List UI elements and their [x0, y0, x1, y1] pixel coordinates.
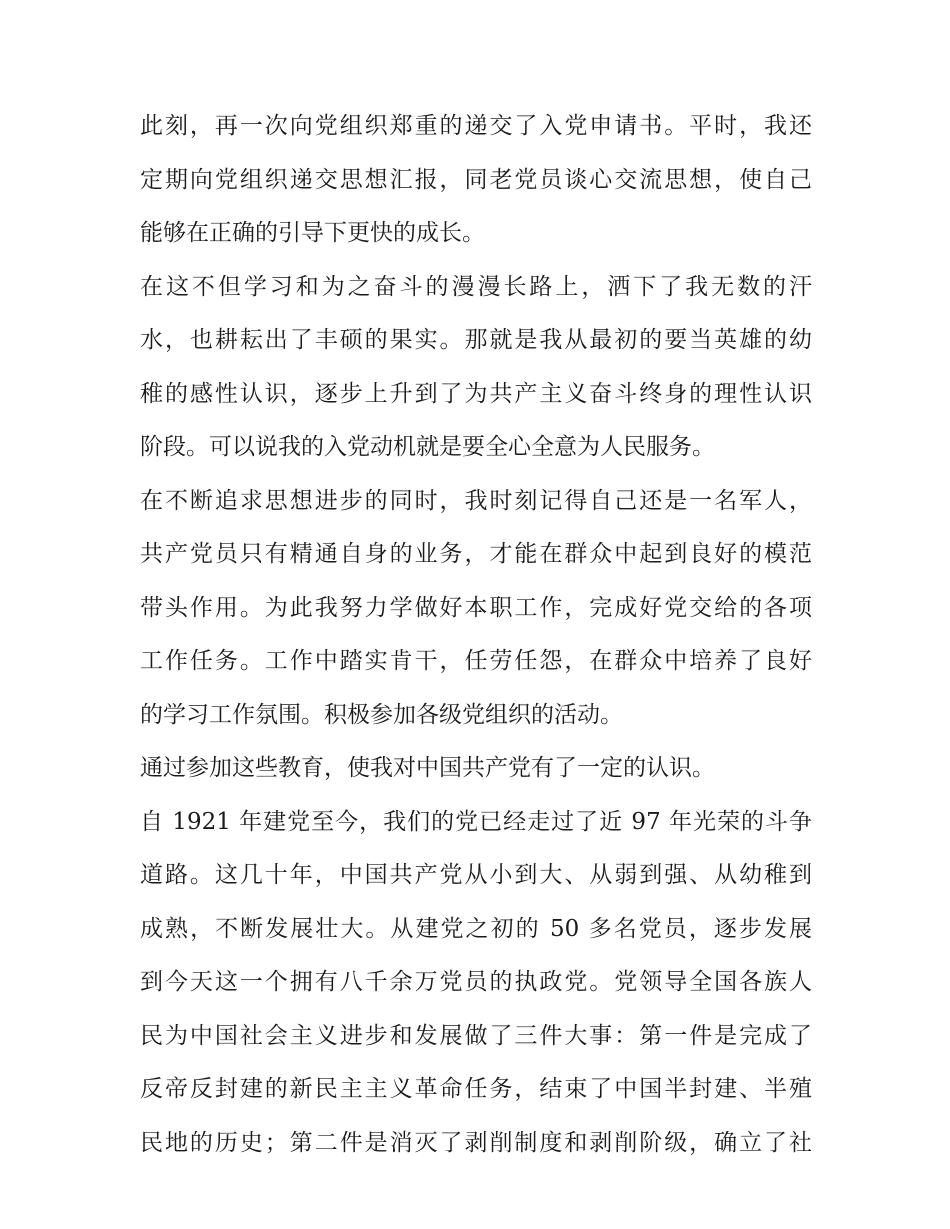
text-line: 阶段。可以说我的入党动机就是要全心全意为人民服务。	[140, 434, 715, 460]
text-line: 定期向党组织递交思想汇报，同老党员谈心交流思想，使自己	[140, 166, 812, 193]
text-line: 能够在正确的引导下更快的成长。	[140, 220, 485, 246]
text-line: 此刻，再一次向党组织郑重的递交了入党申请书。平时，我还	[140, 113, 812, 139]
text-line: 通过参加这些教育，使我对中国共产党有了一定的认识。	[140, 755, 715, 781]
text-line: 民为中国社会主义进步和发展做了三件大事：第一件是完成了	[140, 1022, 812, 1049]
text-line: 共产党员只有精通自身的业务，才能在群众中起到良好的模范	[140, 541, 812, 567]
text-line: 道路。这几十年，中国共产党从小到大、从弱到强、从幼稚到	[140, 862, 812, 888]
text-line: 成熟，不断发展壮大。从建党之初的 50 多名党员，逐步发展	[140, 915, 812, 942]
text-line: 工作任务。工作中踏实肯干，任劳任怨，在群众中培养了良好	[140, 648, 812, 674]
text-line: 在这不但学习和为之奋斗的漫漫长路上，洒下了我无数的汗	[140, 273, 812, 300]
text-line: 在不断追求思想进步的同时，我时刻记得自己还是一名军人，	[140, 487, 812, 514]
text-line: 的学习工作氛围。积极参加各级党组织的活动。	[140, 701, 623, 728]
text-line: 带头作用。为此我努力学做好本职工作，完成好党交给的各项	[140, 594, 812, 621]
document-body	[140, 100, 812, 1170]
text-line: 反帝反封建的新民主主义革命任务，结束了中国半封建、半殖	[140, 1076, 812, 1102]
text-line: 民地的历史；第二件是消灭了剥削制度和剥削阶级，确立了社	[140, 1129, 812, 1156]
text-line: 水，也耕耘出了丰硕的果实。那就是我从最初的要当英雄的幼	[140, 327, 812, 353]
text-line: 到今天这一个拥有八千余万党员的执政党。党领导全国各族人	[140, 969, 812, 995]
text-line: 稚的感性认识，逐步上升到了为共产主义奋斗终身的理性认识	[140, 380, 812, 407]
text-line: 自 1921 年建党至今，我们的党已经走过了近 97 年光荣的斗争	[140, 808, 812, 835]
